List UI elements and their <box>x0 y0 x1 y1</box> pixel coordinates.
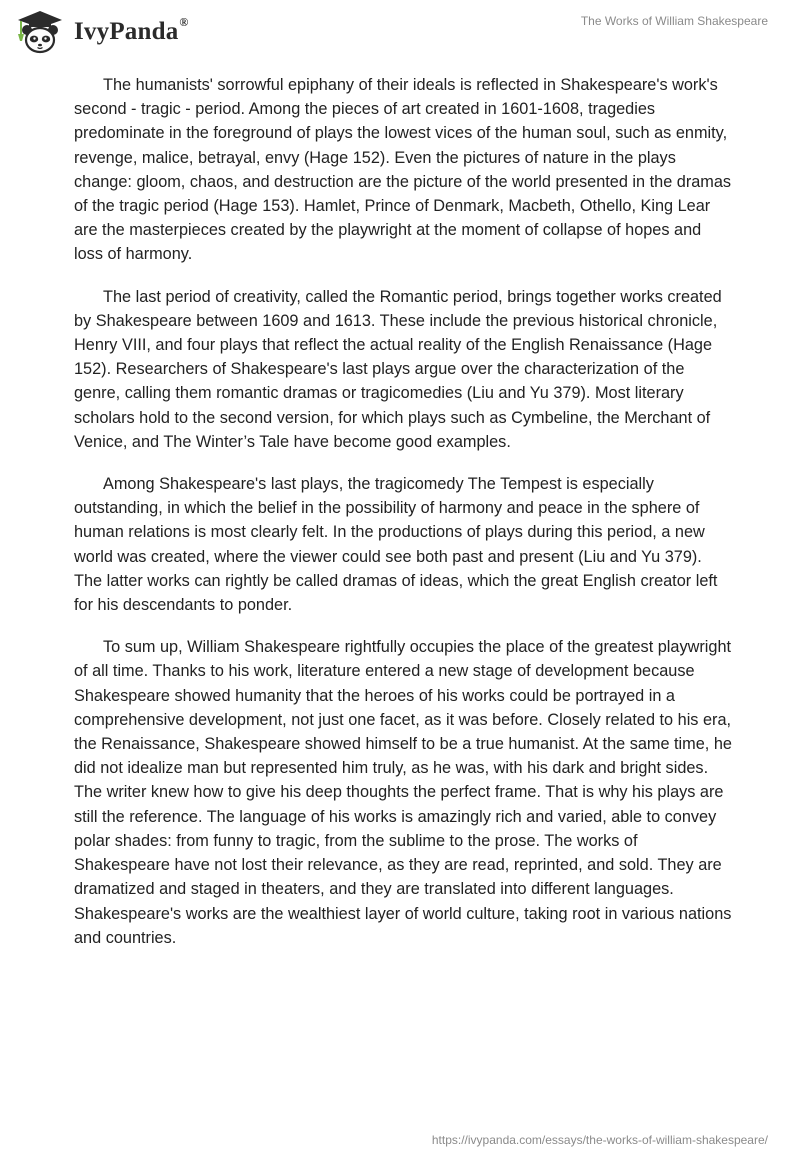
essay-body <box>74 73 734 968</box>
paragraph: The humanists' sorrowful epiphany of their ideals is reflected in Shakespeare's work's second - tragic - period. Among the pieces of art created in 1601-1608, tragedies predominate in the foreground of plays the lowest vices of the human soul, such as enmity, revenge, malice, betrayal, envy (Hage 152). Even the pictures of nature in the plays change: gloom, chaos, and destruction are the picture of the world presented in the dramas of the tragic period (Hage 153). Hamlet, Prince of Denmark, Macbeth, Othello, King Lear are the masterpieces created by the playwright at the moment of collapse of hopes and loss of harmony. <box>74 76 732 264</box>
document-title: The Works of William Shakespeare <box>580 14 768 28</box>
brand-name: IvyPanda® <box>74 14 189 45</box>
paragraph: The last period of creativity, called the Romantic period, brings together works created by Shakespeare between 1609 and 1613. These include the previous historical chronicle, Henry VIII, and four plays that reflect the actual reality of the English Renaissance (Hage 152). Researchers of Shakespeare's last plays argue over the characterization of the genre, calling them romantic dramas or tragicomedies (Liu and Yu 379). Most literary scholars hold to the second version, for which plays such as Cymbeline, the Merchant of Venice, and The Winter’s Tale have become good examples. <box>74 287 722 451</box>
registered-mark: ® <box>179 14 189 29</box>
paragraph: To sum up, William Shakespeare rightfully occupies the place of the greatest playwright of all time. Thanks to his work, literature entered a new stage of development because Shakespeare showed humanity that the heroes of his works could be portrayed in a comprehensive development, not just one facet, as it was before. Closely related to his era, the Renaissance, Shakespeare showed himself to be a true humanist. At the same time, he did not idealize man but represented him truly, as he was, with his dark and bright sides. The writer knew how to give his deep thoughts the perfect frame. That is why his plays are still the reference. The language of his works is amazingly rich and varied, able to convey polar shades: from funny to tragic, from the sublime to the prose. The works of Shakespeare have not lost their relevance, as they are read, reprinted, and sold. They are dramatized and staged in theaters, and they are translated into different languages. Shakespeare's works are the wealthiest layer of world culture, taking root in various nations and countries. <box>74 638 732 947</box>
page-header <box>0 0 800 64</box>
panda-graduate-icon <box>12 8 68 56</box>
paragraph: Among Shakespeare's last plays, the tragicomedy The Tempest is especially outstanding, in which the belief in the possibility of harmony and peace in the sphere of human relations is most clearly felt. In the productions of plays during this period, a new world was created, where the viewer could see both past and present (Liu and Yu 379). The latter works can rightly be called dramas of ideas, which the great English creator left for his descendants to ponder. <box>74 475 718 615</box>
source-url[interactable]: https://ivypanda.com/essays/the-works-of-william-shakespeare/ <box>431 1133 768 1147</box>
brand-logo[interactable] <box>12 8 189 56</box>
